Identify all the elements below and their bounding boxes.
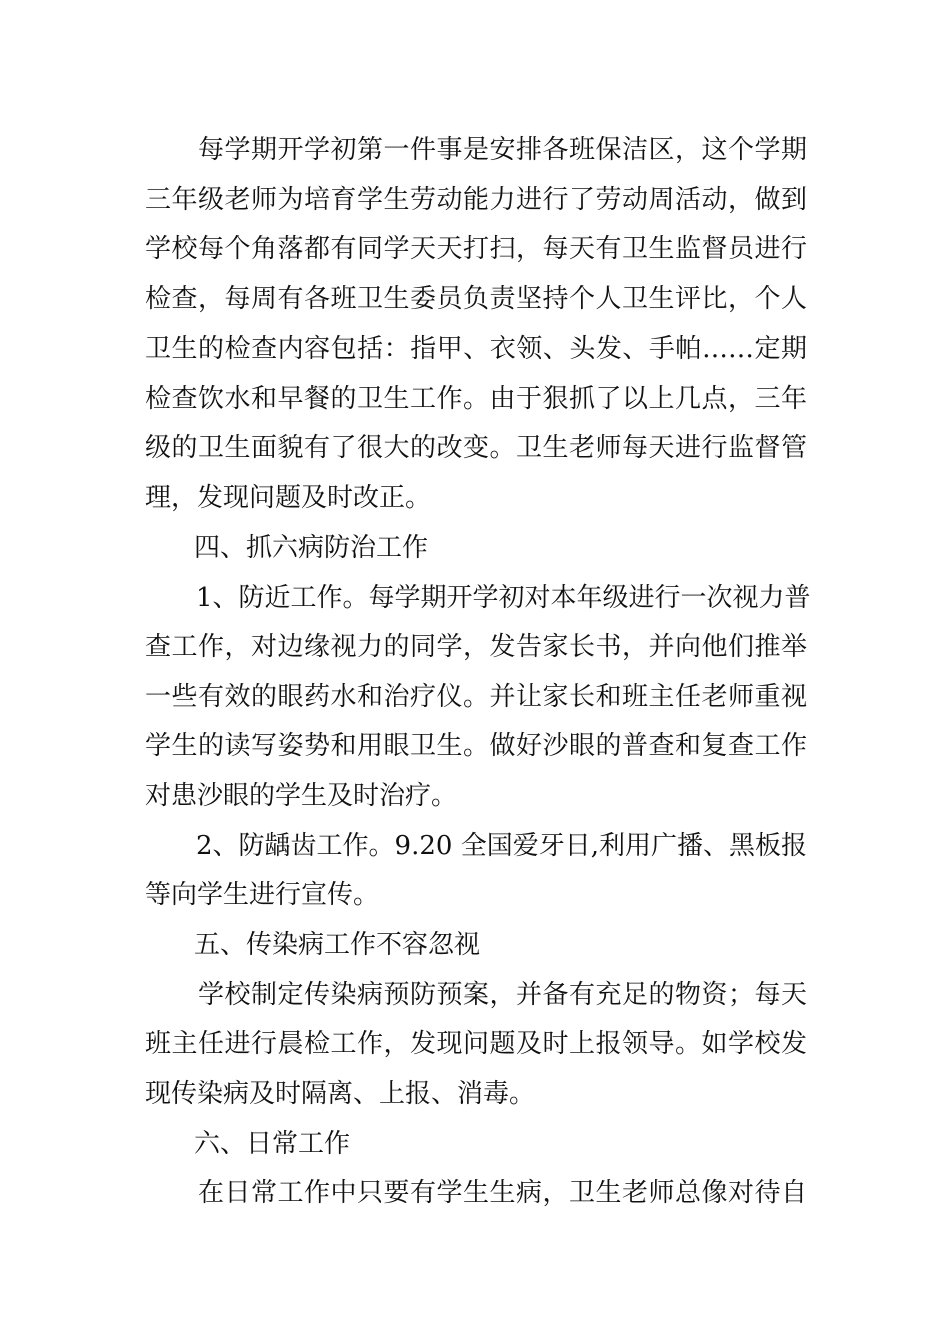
paragraph-line: 级的卫生面貌有了很大的改变。卫生老师每天进行监督管: [145, 433, 807, 463]
paragraph-line: 每学期开学初第一件事是安排各班保洁区，这个学期: [198, 135, 807, 165]
section-heading-6: 六、日常工作: [194, 1129, 351, 1159]
paragraph-line: 学生的读写姿势和用眼卫生。做好沙眼的普查和复查工作: [145, 731, 807, 761]
paragraph-line: 一些有效的眼药水和治疗仪。并让家长和班主任老师重视: [145, 682, 807, 712]
paragraph-line: 检查，每周有各班卫生委员负责坚持个人卫生评比，个人: [145, 284, 807, 314]
paragraph-line: 学校每个角落都有同学天天打扫，每天有卫生监督员进行: [145, 234, 807, 264]
paragraph-line: 理，发现问题及时改正。: [145, 483, 432, 513]
paragraph-line: 等向学生进行宣传。: [145, 880, 380, 910]
section-heading-4: 四、抓六病防治工作: [194, 533, 429, 563]
paragraph-line: 1、防近工作。每学期开学初对本年级进行一次视力普: [196, 583, 811, 613]
paragraph-line: 现传染病及时隔离、上报、消毒。: [145, 1079, 536, 1109]
paragraph-line: 卫生的检查内容包括：指甲、衣领、头发、手帕……定期: [145, 334, 807, 364]
paragraph-line: 学校制定传染病预防预案，并备有充足的物资；每天: [198, 980, 807, 1010]
section-heading-5: 五、传染病工作不容忽视: [194, 930, 481, 960]
paragraph-line: 在日常工作中只要有学生生病，卫生老师总像对待自: [198, 1178, 807, 1208]
paragraph-line: 班主任进行晨检工作，发现问题及时上报领导。如学校发: [145, 1029, 807, 1059]
paragraph-line: 查工作，对边缘视力的同学，发告家长书，并向他们推举: [145, 632, 807, 662]
paragraph-line: 2、防龋齿工作。9.20 全国爱牙日,利用广播、黑板报: [196, 831, 807, 861]
paragraph-line: 对患沙眼的学生及时治疗。: [145, 781, 458, 811]
paragraph-line: 三年级老师为培育学生劳动能力进行了劳动周活动，做到: [145, 185, 807, 215]
paragraph-line: 检查饮水和早餐的卫生工作。由于狠抓了以上几点，三年: [145, 384, 807, 414]
